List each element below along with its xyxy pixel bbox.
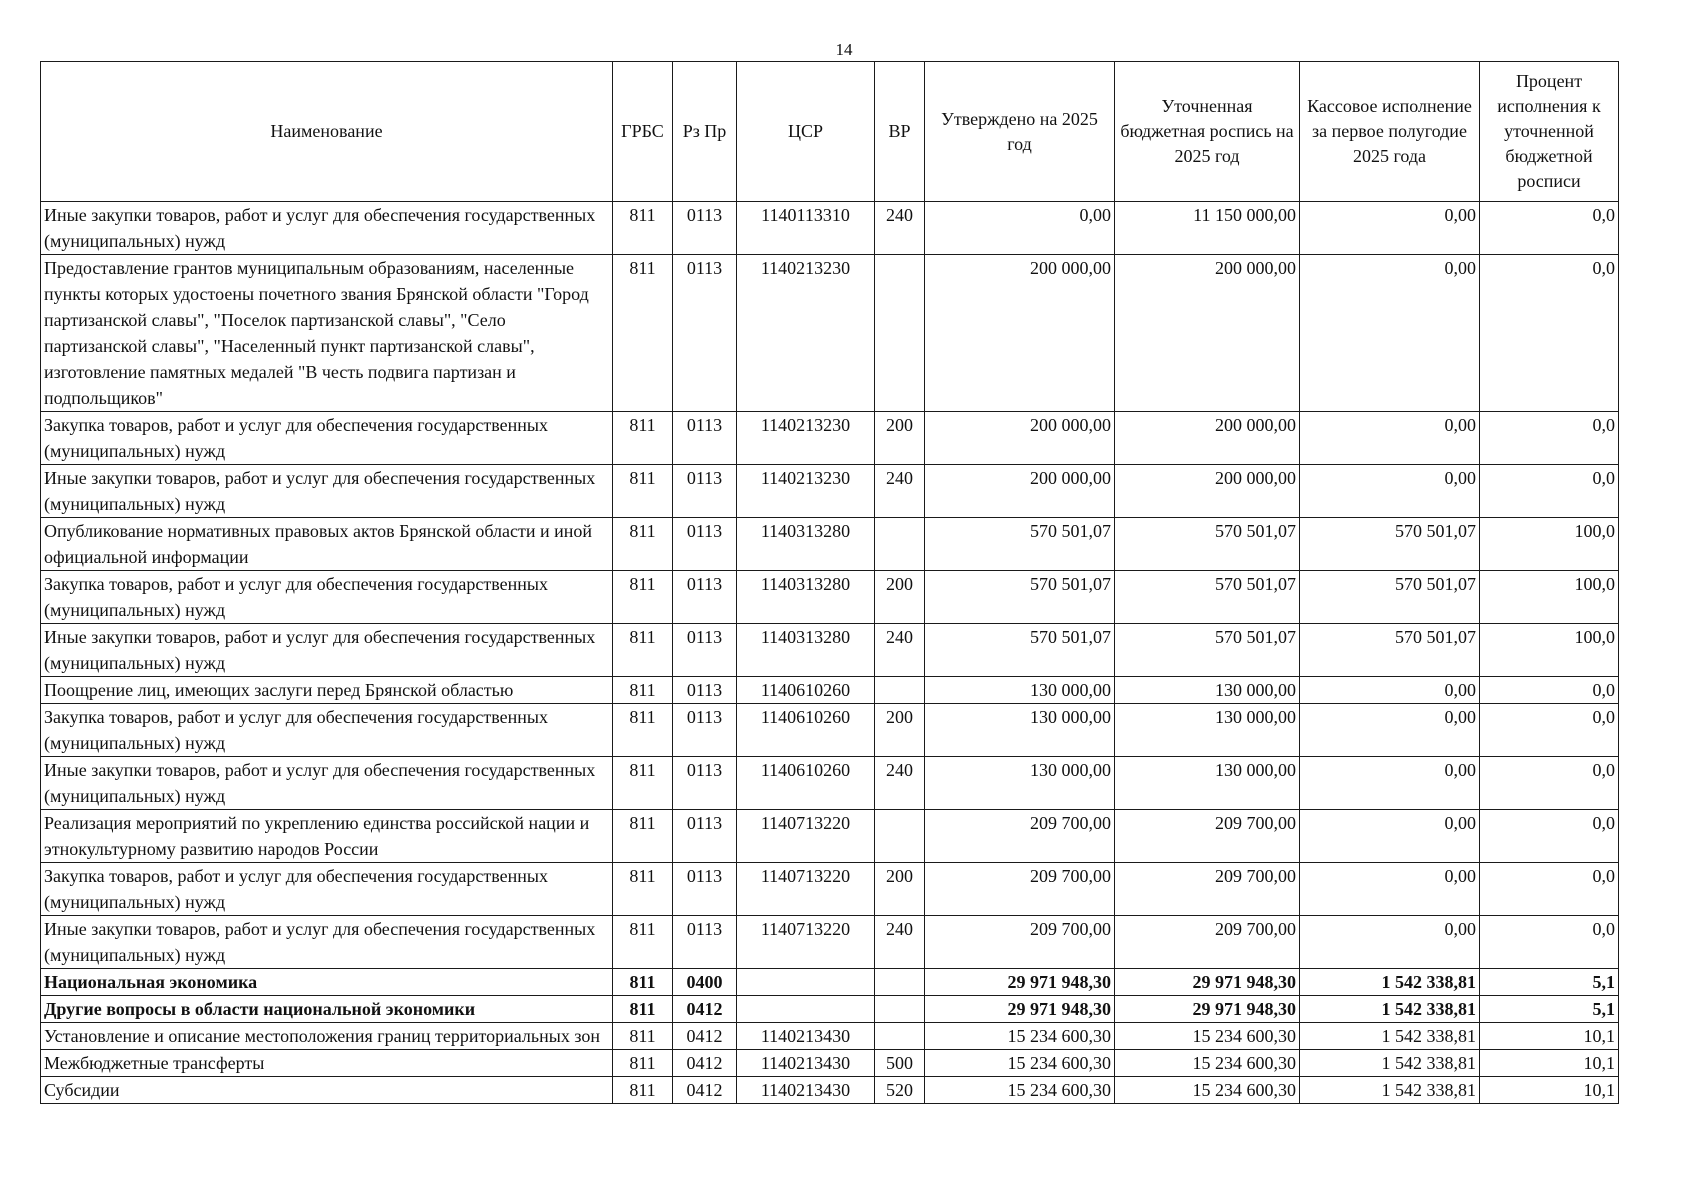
cell-cash: 1 542 338,81 bbox=[1300, 969, 1480, 996]
cell-name: Иные закупки товаров, работ и услуг для обеспечения государственных (муниципальных) нужд bbox=[41, 202, 613, 255]
cell-name: Субсидии bbox=[41, 1077, 613, 1104]
cell-grbs: 811 bbox=[613, 969, 673, 996]
cell-percent: 0,0 bbox=[1480, 677, 1619, 704]
cell-approved: 200 000,00 bbox=[925, 412, 1115, 465]
cell-percent: 5,1 bbox=[1480, 969, 1619, 996]
table-row bbox=[41, 1050, 1619, 1077]
cell-csr: 1140213230 bbox=[737, 255, 875, 412]
cell-vr: 200 bbox=[875, 863, 925, 916]
cell-cash: 0,00 bbox=[1300, 863, 1480, 916]
cell-csr: 1140713220 bbox=[737, 810, 875, 863]
cell-rzpr: 0113 bbox=[673, 677, 737, 704]
cell-vr: 240 bbox=[875, 916, 925, 969]
cell-approved: 15 234 600,30 bbox=[925, 1050, 1115, 1077]
cell-cash: 0,00 bbox=[1300, 202, 1480, 255]
cell-refined: 29 971 948,30 bbox=[1115, 969, 1300, 996]
cell-rzpr: 0412 bbox=[673, 1023, 737, 1050]
header-vr: ВР bbox=[875, 62, 925, 202]
cell-refined: 15 234 600,30 bbox=[1115, 1077, 1300, 1104]
header-grbs: ГРБС bbox=[613, 62, 673, 202]
cell-csr: 1140213430 bbox=[737, 1077, 875, 1104]
table-row bbox=[41, 571, 1619, 624]
cell-grbs: 811 bbox=[613, 1077, 673, 1104]
cell-cash: 0,00 bbox=[1300, 412, 1480, 465]
cell-name: Закупка товаров, работ и услуг для обеспечения государственных (муниципальных) нужд bbox=[41, 412, 613, 465]
cell-refined: 200 000,00 bbox=[1115, 255, 1300, 412]
cell-csr: 1140213430 bbox=[737, 1023, 875, 1050]
cell-refined: 200 000,00 bbox=[1115, 412, 1300, 465]
cell-vr: 240 bbox=[875, 465, 925, 518]
cell-rzpr: 0412 bbox=[673, 996, 737, 1023]
cell-name: Опубликование нормативных правовых актов Брянской области и иной официальной информации bbox=[41, 518, 613, 571]
cell-vr: 240 bbox=[875, 757, 925, 810]
cell-name: Закупка товаров, работ и услуг для обеспечения государственных (муниципальных) нужд bbox=[41, 704, 613, 757]
cell-refined: 130 000,00 bbox=[1115, 677, 1300, 704]
cell-name: Межбюджетные трансферты bbox=[41, 1050, 613, 1077]
table-row bbox=[41, 1023, 1619, 1050]
cell-cash: 0,00 bbox=[1300, 704, 1480, 757]
cell-grbs: 811 bbox=[613, 255, 673, 412]
table-row bbox=[41, 202, 1619, 255]
cell-csr: 1140713220 bbox=[737, 916, 875, 969]
cell-grbs: 811 bbox=[613, 202, 673, 255]
cell-grbs: 811 bbox=[613, 571, 673, 624]
cell-approved: 200 000,00 bbox=[925, 255, 1115, 412]
cell-name: Установление и описание местоположения границ территориальных зон bbox=[41, 1023, 613, 1050]
cell-grbs: 811 bbox=[613, 677, 673, 704]
cell-vr: 200 bbox=[875, 704, 925, 757]
cell-rzpr: 0113 bbox=[673, 863, 737, 916]
cell-name: Иные закупки товаров, работ и услуг для обеспечения государственных (муниципальных) нужд bbox=[41, 465, 613, 518]
cell-cash: 0,00 bbox=[1300, 757, 1480, 810]
cell-refined: 570 501,07 bbox=[1115, 571, 1300, 624]
cell-csr: 1140213230 bbox=[737, 412, 875, 465]
cell-vr bbox=[875, 810, 925, 863]
cell-refined: 130 000,00 bbox=[1115, 704, 1300, 757]
header-cash: Кассовое исполнение за первое полугодие 2025 года bbox=[1300, 62, 1480, 202]
cell-refined: 11 150 000,00 bbox=[1115, 202, 1300, 255]
cell-approved: 29 971 948,30 bbox=[925, 996, 1115, 1023]
cell-percent: 5,1 bbox=[1480, 996, 1619, 1023]
table-row bbox=[41, 624, 1619, 677]
cell-vr bbox=[875, 1023, 925, 1050]
cell-percent: 0,0 bbox=[1480, 757, 1619, 810]
cell-approved: 570 501,07 bbox=[925, 518, 1115, 571]
header-rzpr: Рз Пр bbox=[673, 62, 737, 202]
cell-rzpr: 0113 bbox=[673, 624, 737, 677]
cell-cash: 0,00 bbox=[1300, 916, 1480, 969]
cell-approved: 0,00 bbox=[925, 202, 1115, 255]
table-body bbox=[41, 202, 1619, 1104]
cell-approved: 570 501,07 bbox=[925, 624, 1115, 677]
cell-refined: 29 971 948,30 bbox=[1115, 996, 1300, 1023]
table-row bbox=[41, 1077, 1619, 1104]
cell-rzpr: 0113 bbox=[673, 518, 737, 571]
cell-vr bbox=[875, 255, 925, 412]
cell-rzpr: 0113 bbox=[673, 202, 737, 255]
cell-vr bbox=[875, 996, 925, 1023]
cell-percent: 0,0 bbox=[1480, 255, 1619, 412]
cell-percent: 100,0 bbox=[1480, 518, 1619, 571]
cell-percent: 0,0 bbox=[1480, 412, 1619, 465]
cell-grbs: 811 bbox=[613, 624, 673, 677]
cell-approved: 15 234 600,30 bbox=[925, 1023, 1115, 1050]
table-row bbox=[41, 518, 1619, 571]
cell-refined: 209 700,00 bbox=[1115, 916, 1300, 969]
cell-rzpr: 0113 bbox=[673, 810, 737, 863]
cell-approved: 15 234 600,30 bbox=[925, 1077, 1115, 1104]
cell-grbs: 811 bbox=[613, 518, 673, 571]
cell-vr bbox=[875, 518, 925, 571]
table-row bbox=[41, 916, 1619, 969]
cell-refined: 209 700,00 bbox=[1115, 863, 1300, 916]
cell-name: Иные закупки товаров, работ и услуг для обеспечения государственных (муниципальных) нужд bbox=[41, 624, 613, 677]
cell-grbs: 811 bbox=[613, 916, 673, 969]
cell-percent: 0,0 bbox=[1480, 202, 1619, 255]
table-row bbox=[41, 863, 1619, 916]
cell-name: Предоставление грантов муниципальным образованиям, населенные пункты которых удостоены почетного звания Брянской области "Город партизанской славы", "Поселок партизанской славы", "Село партизанской славы", "Населенный пункт партизанской славы", изготовление памятных медалей "В честь подвига партизан и подпольщиков" bbox=[41, 255, 613, 412]
cell-cash: 1 542 338,81 bbox=[1300, 1023, 1480, 1050]
cell-name: Иные закупки товаров, работ и услуг для обеспечения государственных (муниципальных) нужд bbox=[41, 916, 613, 969]
cell-name: Закупка товаров, работ и услуг для обеспечения государственных (муниципальных) нужд bbox=[41, 863, 613, 916]
cell-cash: 570 501,07 bbox=[1300, 571, 1480, 624]
cell-approved: 130 000,00 bbox=[925, 704, 1115, 757]
cell-rzpr: 0113 bbox=[673, 412, 737, 465]
cell-csr bbox=[737, 969, 875, 996]
cell-cash: 1 542 338,81 bbox=[1300, 996, 1480, 1023]
cell-rzpr: 0113 bbox=[673, 704, 737, 757]
cell-approved: 29 971 948,30 bbox=[925, 969, 1115, 996]
cell-cash: 0,00 bbox=[1300, 465, 1480, 518]
cell-cash: 570 501,07 bbox=[1300, 624, 1480, 677]
cell-grbs: 811 bbox=[613, 465, 673, 518]
cell-approved: 209 700,00 bbox=[925, 863, 1115, 916]
cell-grbs: 811 bbox=[613, 863, 673, 916]
cell-csr: 1140610260 bbox=[737, 704, 875, 757]
cell-cash: 1 542 338,81 bbox=[1300, 1077, 1480, 1104]
cell-csr: 1140213230 bbox=[737, 465, 875, 518]
cell-name: Поощрение лиц, имеющих заслуги перед Брянской областью bbox=[41, 677, 613, 704]
cell-csr: 1140313280 bbox=[737, 518, 875, 571]
cell-rzpr: 0400 bbox=[673, 969, 737, 996]
cell-cash: 0,00 bbox=[1300, 255, 1480, 412]
cell-vr: 200 bbox=[875, 412, 925, 465]
cell-cash: 570 501,07 bbox=[1300, 518, 1480, 571]
cell-vr: 520 bbox=[875, 1077, 925, 1104]
cell-refined: 200 000,00 bbox=[1115, 465, 1300, 518]
cell-percent: 0,0 bbox=[1480, 810, 1619, 863]
table-row bbox=[41, 810, 1619, 863]
table-row bbox=[41, 255, 1619, 412]
cell-vr: 240 bbox=[875, 202, 925, 255]
page-number: 14 bbox=[835, 40, 853, 59]
cell-approved: 130 000,00 bbox=[925, 757, 1115, 810]
cell-approved: 570 501,07 bbox=[925, 571, 1115, 624]
cell-vr bbox=[875, 969, 925, 996]
cell-percent: 10,1 bbox=[1480, 1077, 1619, 1104]
cell-percent: 10,1 bbox=[1480, 1023, 1619, 1050]
cell-rzpr: 0412 bbox=[673, 1050, 737, 1077]
cell-percent: 100,0 bbox=[1480, 571, 1619, 624]
table-row bbox=[41, 704, 1619, 757]
cell-rzpr: 0113 bbox=[673, 916, 737, 969]
cell-cash: 0,00 bbox=[1300, 810, 1480, 863]
cell-refined: 15 234 600,30 bbox=[1115, 1050, 1300, 1077]
cell-percent: 10,1 bbox=[1480, 1050, 1619, 1077]
table-row bbox=[41, 677, 1619, 704]
cell-rzpr: 0113 bbox=[673, 571, 737, 624]
cell-rzpr: 0113 bbox=[673, 465, 737, 518]
cell-grbs: 811 bbox=[613, 412, 673, 465]
cell-approved: 209 700,00 bbox=[925, 810, 1115, 863]
cell-refined: 15 234 600,30 bbox=[1115, 1023, 1300, 1050]
cell-refined: 130 000,00 bbox=[1115, 757, 1300, 810]
cell-refined: 570 501,07 bbox=[1115, 518, 1300, 571]
cell-csr: 1140610260 bbox=[737, 757, 875, 810]
cell-csr: 1140313280 bbox=[737, 624, 875, 677]
table-header-row bbox=[41, 62, 1619, 202]
cell-refined: 570 501,07 bbox=[1115, 624, 1300, 677]
cell-vr: 500 bbox=[875, 1050, 925, 1077]
cell-percent: 0,0 bbox=[1480, 465, 1619, 518]
cell-cash: 0,00 bbox=[1300, 677, 1480, 704]
table-row bbox=[41, 969, 1619, 996]
header-csr: ЦСР bbox=[737, 62, 875, 202]
cell-grbs: 811 bbox=[613, 810, 673, 863]
cell-cash: 1 542 338,81 bbox=[1300, 1050, 1480, 1077]
cell-name: Реализация мероприятий по укреплению единства российской нации и этнокультурному развитию народов России bbox=[41, 810, 613, 863]
budget-table bbox=[40, 61, 1619, 1104]
cell-percent: 0,0 bbox=[1480, 916, 1619, 969]
cell-vr: 240 bbox=[875, 624, 925, 677]
cell-rzpr: 0113 bbox=[673, 255, 737, 412]
cell-refined: 209 700,00 bbox=[1115, 810, 1300, 863]
cell-grbs: 811 bbox=[613, 704, 673, 757]
table-row bbox=[41, 996, 1619, 1023]
table-row bbox=[41, 465, 1619, 518]
cell-percent: 0,0 bbox=[1480, 863, 1619, 916]
cell-csr: 1140610260 bbox=[737, 677, 875, 704]
cell-grbs: 811 bbox=[613, 1050, 673, 1077]
cell-rzpr: 0113 bbox=[673, 757, 737, 810]
cell-name: Иные закупки товаров, работ и услуг для обеспечения государственных (муниципальных) нужд bbox=[41, 757, 613, 810]
cell-name: Закупка товаров, работ и услуг для обеспечения государственных (муниципальных) нужд bbox=[41, 571, 613, 624]
table-row bbox=[41, 412, 1619, 465]
cell-csr: 1140713220 bbox=[737, 863, 875, 916]
cell-name: Другие вопросы в области национальной экономики bbox=[41, 996, 613, 1023]
cell-percent: 0,0 bbox=[1480, 704, 1619, 757]
cell-approved: 130 000,00 bbox=[925, 677, 1115, 704]
cell-csr: 1140113310 bbox=[737, 202, 875, 255]
cell-grbs: 811 bbox=[613, 1023, 673, 1050]
cell-vr bbox=[875, 677, 925, 704]
cell-approved: 209 700,00 bbox=[925, 916, 1115, 969]
cell-grbs: 811 bbox=[613, 996, 673, 1023]
cell-csr: 1140313280 bbox=[737, 571, 875, 624]
cell-vr: 200 bbox=[875, 571, 925, 624]
cell-rzpr: 0412 bbox=[673, 1077, 737, 1104]
cell-csr bbox=[737, 996, 875, 1023]
cell-approved: 200 000,00 bbox=[925, 465, 1115, 518]
header-refined: Уточненная бюджетная роспись на 2025 год bbox=[1115, 62, 1300, 202]
cell-percent: 100,0 bbox=[1480, 624, 1619, 677]
header-approved: Утверждено на 2025 год bbox=[925, 62, 1115, 202]
header-percent: Процент исполнения к уточненной бюджетной росписи bbox=[1480, 62, 1619, 202]
table-row bbox=[41, 757, 1619, 810]
header-name: Наименование bbox=[41, 62, 613, 202]
cell-grbs: 811 bbox=[613, 757, 673, 810]
cell-csr: 1140213430 bbox=[737, 1050, 875, 1077]
cell-name: Национальная экономика bbox=[41, 969, 613, 996]
